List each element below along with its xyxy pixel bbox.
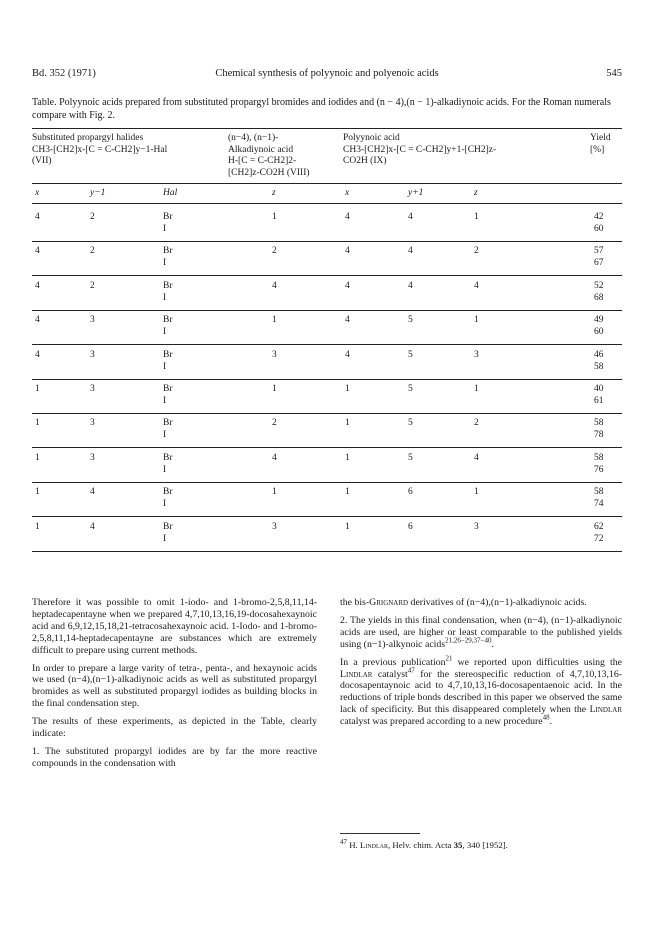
header-polyynoic-acid	[343, 133, 496, 168]
citation: 47	[407, 666, 415, 675]
table-cell-halogen: I	[163, 224, 167, 234]
paragraph	[340, 597, 622, 609]
table-cell: 3	[474, 349, 479, 360]
table-cell-yield: 74	[594, 499, 604, 510]
text-run: .	[549, 716, 553, 728]
table-cell: 1	[35, 418, 40, 429]
table-cell-halogen: Br	[163, 246, 173, 257]
table-cell: 4	[345, 349, 350, 360]
table-cell: 1	[345, 487, 350, 498]
table-cell: 3	[90, 349, 95, 360]
header-propargyl-halides	[32, 133, 167, 168]
table-cell: 4	[408, 246, 413, 257]
table-cell-halogen: I	[163, 361, 167, 372]
subheader-cell: z	[272, 188, 276, 198]
table-cell: 1	[272, 384, 277, 394]
table-cell: 4	[35, 280, 40, 291]
paragraph: Therefore it was possible to omit 1-iodo- and 1-bromo-2,5,8,11,14-heptadecapentayne when we prepared 4,7,10,13,16,19-docosahexaynoic acid and 6,9,12,15,18,21-tetracosahexaynoic acid. 1-Iodo- and 1-bromo-2,5,8,11,14-heptadecapentayne are substances which are extremely difficult to prepare using current methods.	[32, 597, 317, 656]
table-cell-halogen: Br	[163, 521, 173, 532]
table-cell: 3	[272, 521, 277, 532]
row-rule	[32, 344, 622, 345]
table-cell: 4	[345, 212, 350, 222]
table-cell: 1	[474, 212, 479, 222]
header-line: Yield	[590, 133, 611, 143]
table-cell: 2	[90, 280, 95, 291]
text-run: derivatives of (n−4),(n−1)-alkadiynoic acids.	[408, 597, 587, 608]
table-cell-yield: 72	[594, 533, 604, 544]
table-cell: 6	[408, 521, 413, 532]
text-run: we reported upon difficulties using the	[452, 656, 622, 668]
table-cell: 4	[272, 280, 277, 291]
table-cell: 4	[35, 315, 40, 326]
table-cell-yield: 60	[594, 327, 604, 338]
table-cell-yield: 42	[594, 212, 604, 222]
footnote-number: 47	[340, 838, 347, 847]
header-alkadiynoic-acid	[228, 133, 310, 179]
table-cell: 1	[35, 487, 40, 498]
table-cell: 2	[272, 418, 277, 429]
footnote-rule	[340, 833, 420, 834]
paragraph: 1. The substituted propargyl iodides are by far the more reactive compounds in the condensation with	[32, 745, 317, 769]
table-cell-halogen: Br	[163, 212, 173, 222]
subheader-cell: z	[474, 188, 478, 198]
table-cell: 5	[408, 384, 413, 394]
table-cell: 4	[35, 246, 40, 257]
paragraph: In order to prepare a large varity of tetra-, penta-, and hexaynoic acids we used (n−4),(n−1)-alkadiynoic acids as well as substituted propargyl bromides as well as substituted propargyl iodides as building blocks in the final condensation step.	[32, 662, 317, 710]
subheader-rule	[32, 203, 622, 204]
table-cell: 6	[408, 487, 413, 498]
table-cell-halogen: I	[163, 499, 167, 510]
header-line: (n−4), (n−1)-	[228, 133, 279, 143]
paragraph	[340, 654, 622, 728]
footnote-volume: 35	[453, 840, 463, 850]
table-cell: 4	[272, 452, 277, 463]
table-cell-halogen: I	[163, 327, 167, 338]
table-cell: 1	[345, 521, 350, 532]
row-rule	[32, 413, 622, 414]
table-cell: 1	[474, 487, 479, 498]
table-cell-halogen: I	[163, 396, 167, 406]
text-run: .	[491, 638, 494, 650]
table-cell: 3	[474, 521, 479, 532]
table-cell: 5	[408, 452, 413, 463]
table-cell-halogen: I	[163, 292, 167, 303]
table-caption: Table. Polyynoic acids prepared from substituted propargyl bromides and iodides and (n − 4),(n − 1)-alkadiynoic acids. For the Roman numerals compare with Fig. 2.	[32, 97, 611, 121]
table-cell: 4	[474, 452, 479, 463]
text-run: the bis-	[340, 597, 370, 608]
table-cell: 2	[474, 418, 479, 429]
table-cell-yield: 58	[594, 487, 604, 498]
running-head	[32, 68, 622, 82]
table-cell-yield: 60	[594, 224, 604, 234]
table-cell: 4	[90, 521, 95, 532]
text-run: Grignard	[369, 597, 409, 608]
text-run: In a previous publication	[340, 656, 446, 668]
header-yield	[590, 133, 611, 156]
table-cell-yield: 57	[594, 246, 604, 257]
text-run: Lindlar	[589, 704, 622, 716]
header-line: CH3-[CH2]x-[C = C-CH2]y−1-Hal	[32, 144, 168, 155]
table-cell: 2	[90, 212, 95, 222]
header-line: (VII)	[32, 156, 52, 166]
table-cell-yield: 61	[594, 396, 604, 406]
table-cell: 4	[474, 280, 479, 291]
volume-info: Bd. 352 (1971)	[32, 68, 96, 79]
table-cell-halogen: I	[163, 533, 167, 544]
table-top-rule	[32, 128, 622, 129]
table-cell-halogen: I	[163, 258, 167, 269]
table-cell-yield: 76	[594, 464, 604, 475]
table-cell: 1	[474, 315, 479, 326]
table-cell-yield: 46	[594, 349, 604, 360]
header-line: Alkadiynoic acid	[228, 144, 294, 155]
table-cell-yield: 52	[594, 280, 604, 291]
table-cell-yield: 67	[594, 258, 604, 269]
row-rule	[32, 379, 622, 380]
table-cell: 1	[272, 315, 277, 326]
row-rule	[32, 241, 622, 242]
table-cell: 5	[408, 315, 413, 326]
row-rule	[32, 516, 622, 517]
footnote	[340, 840, 620, 850]
citation: 21,26−29,37−40	[445, 636, 492, 645]
table-cell: 3	[90, 452, 95, 463]
table-cell-yield: 49	[594, 315, 604, 326]
paragraph: The results of these experiments, as depicted in the Table, clearly indicate:	[32, 716, 317, 740]
header-line: [CH2]z-CO2H (VIII)	[228, 167, 310, 178]
header-line: CH3-[CH2]x-[C = C-CH2]y+1-[CH2]z-	[343, 144, 497, 155]
table-cell: 2	[90, 246, 95, 257]
table-cell-yield: 58	[594, 452, 604, 463]
table-cell: 1	[345, 384, 350, 394]
table-cell: 4	[345, 280, 350, 291]
row-rule	[32, 447, 622, 448]
header-line: Polyynoic acid	[343, 133, 400, 143]
footnote-author: H. Lindlar	[349, 840, 388, 850]
table-cell: 4	[408, 212, 413, 222]
table-cell: 4	[345, 246, 350, 257]
table-cell-yield: 58	[594, 418, 604, 429]
table-cell: 4	[90, 487, 95, 498]
table-cell: 4	[35, 212, 40, 222]
subheader-cell: y+1	[408, 188, 424, 198]
subheader-cell: x	[345, 188, 350, 198]
table-cell: 3	[90, 315, 95, 326]
row-rule	[32, 482, 622, 483]
row-rule	[32, 551, 622, 552]
header-line: [%]	[590, 144, 605, 155]
body-right-column	[340, 597, 622, 734]
text-run: Lindlar	[340, 668, 373, 680]
text-run: catalyst was prepared according to a new procedure	[340, 716, 543, 728]
table-cell-halogen: I	[163, 430, 167, 441]
running-title: Chemical synthesis of polyynoic and polyenoic acids	[215, 68, 439, 79]
header-rule	[32, 183, 622, 184]
table-cell-halogen: Br	[163, 418, 173, 429]
table-cell-yield: 68	[594, 292, 604, 303]
table-cell-halogen: Br	[163, 315, 173, 326]
header-line: Substituted propargyl halides	[32, 133, 144, 143]
table-cell: 4	[408, 280, 413, 291]
table-cell: 1	[272, 487, 277, 498]
table-cell-yield: 62	[594, 521, 604, 532]
table-cell: 2	[272, 246, 277, 257]
table-cell-halogen: Br	[163, 384, 173, 394]
table-cell-halogen: Br	[163, 280, 173, 291]
table-cell: 2	[474, 246, 479, 257]
text-run: 2. The yields in this final condensation, when (n−4), (n−1)-alkadiynoic acids are used, are higher or least comparable to the published yields using (n−1)-alkynoic acids	[340, 614, 622, 650]
subheader-cell: x	[35, 188, 40, 198]
text-run: catalyst	[372, 668, 408, 680]
table-cell: 1	[345, 418, 350, 429]
citation: 48	[542, 713, 550, 722]
table-cell-halogen: I	[163, 464, 167, 475]
table-cell: 5	[408, 349, 413, 360]
table-cell: 4	[35, 349, 40, 360]
table-cell-halogen: Br	[163, 487, 173, 498]
table-cell: 3	[90, 418, 95, 429]
footnote-text: , Helv. chim. Acta	[388, 840, 454, 850]
table-cell: 1	[35, 384, 40, 394]
table-cell-halogen: Br	[163, 349, 173, 360]
table-cell-yield: 78	[594, 430, 604, 441]
table-cell: 4	[345, 315, 350, 326]
page-number: 545	[606, 68, 622, 79]
table-cell-yield: 40	[594, 384, 604, 394]
table-cell: 3	[90, 384, 95, 394]
table-cell: 5	[408, 418, 413, 429]
text-run: for the stereospecific reduction of 4,7,10,13,16-docosapentaynoic acid to 4,7,10,13,16-docosapentaenoic acid. In the reductions of triple bonds described in this paper we observed the same lack of specificity. But this disappeared completely when the	[340, 668, 622, 716]
paragraph	[340, 615, 622, 651]
header-line: CO2H (IX)	[343, 156, 387, 166]
table-cell: 1	[35, 521, 40, 532]
subheader-cell: Hal	[163, 188, 178, 198]
header-line: H-[C = C-CH2]2-	[228, 156, 297, 166]
table-cell: 1	[345, 452, 350, 463]
table-cell: 1	[272, 212, 277, 222]
footnote-text: , 340 [1952].	[462, 840, 508, 850]
citation: 21	[445, 654, 453, 663]
table-cell-yield: 58	[594, 361, 604, 372]
table-cell: 3	[272, 349, 277, 360]
subheader-cell: y−1	[90, 188, 106, 198]
table-cell: 1	[474, 384, 479, 394]
table-cell-halogen: Br	[163, 452, 173, 463]
table-cell: 1	[35, 452, 40, 463]
body-left-column	[32, 597, 317, 776]
row-rule	[32, 310, 622, 311]
row-rule	[32, 275, 622, 276]
